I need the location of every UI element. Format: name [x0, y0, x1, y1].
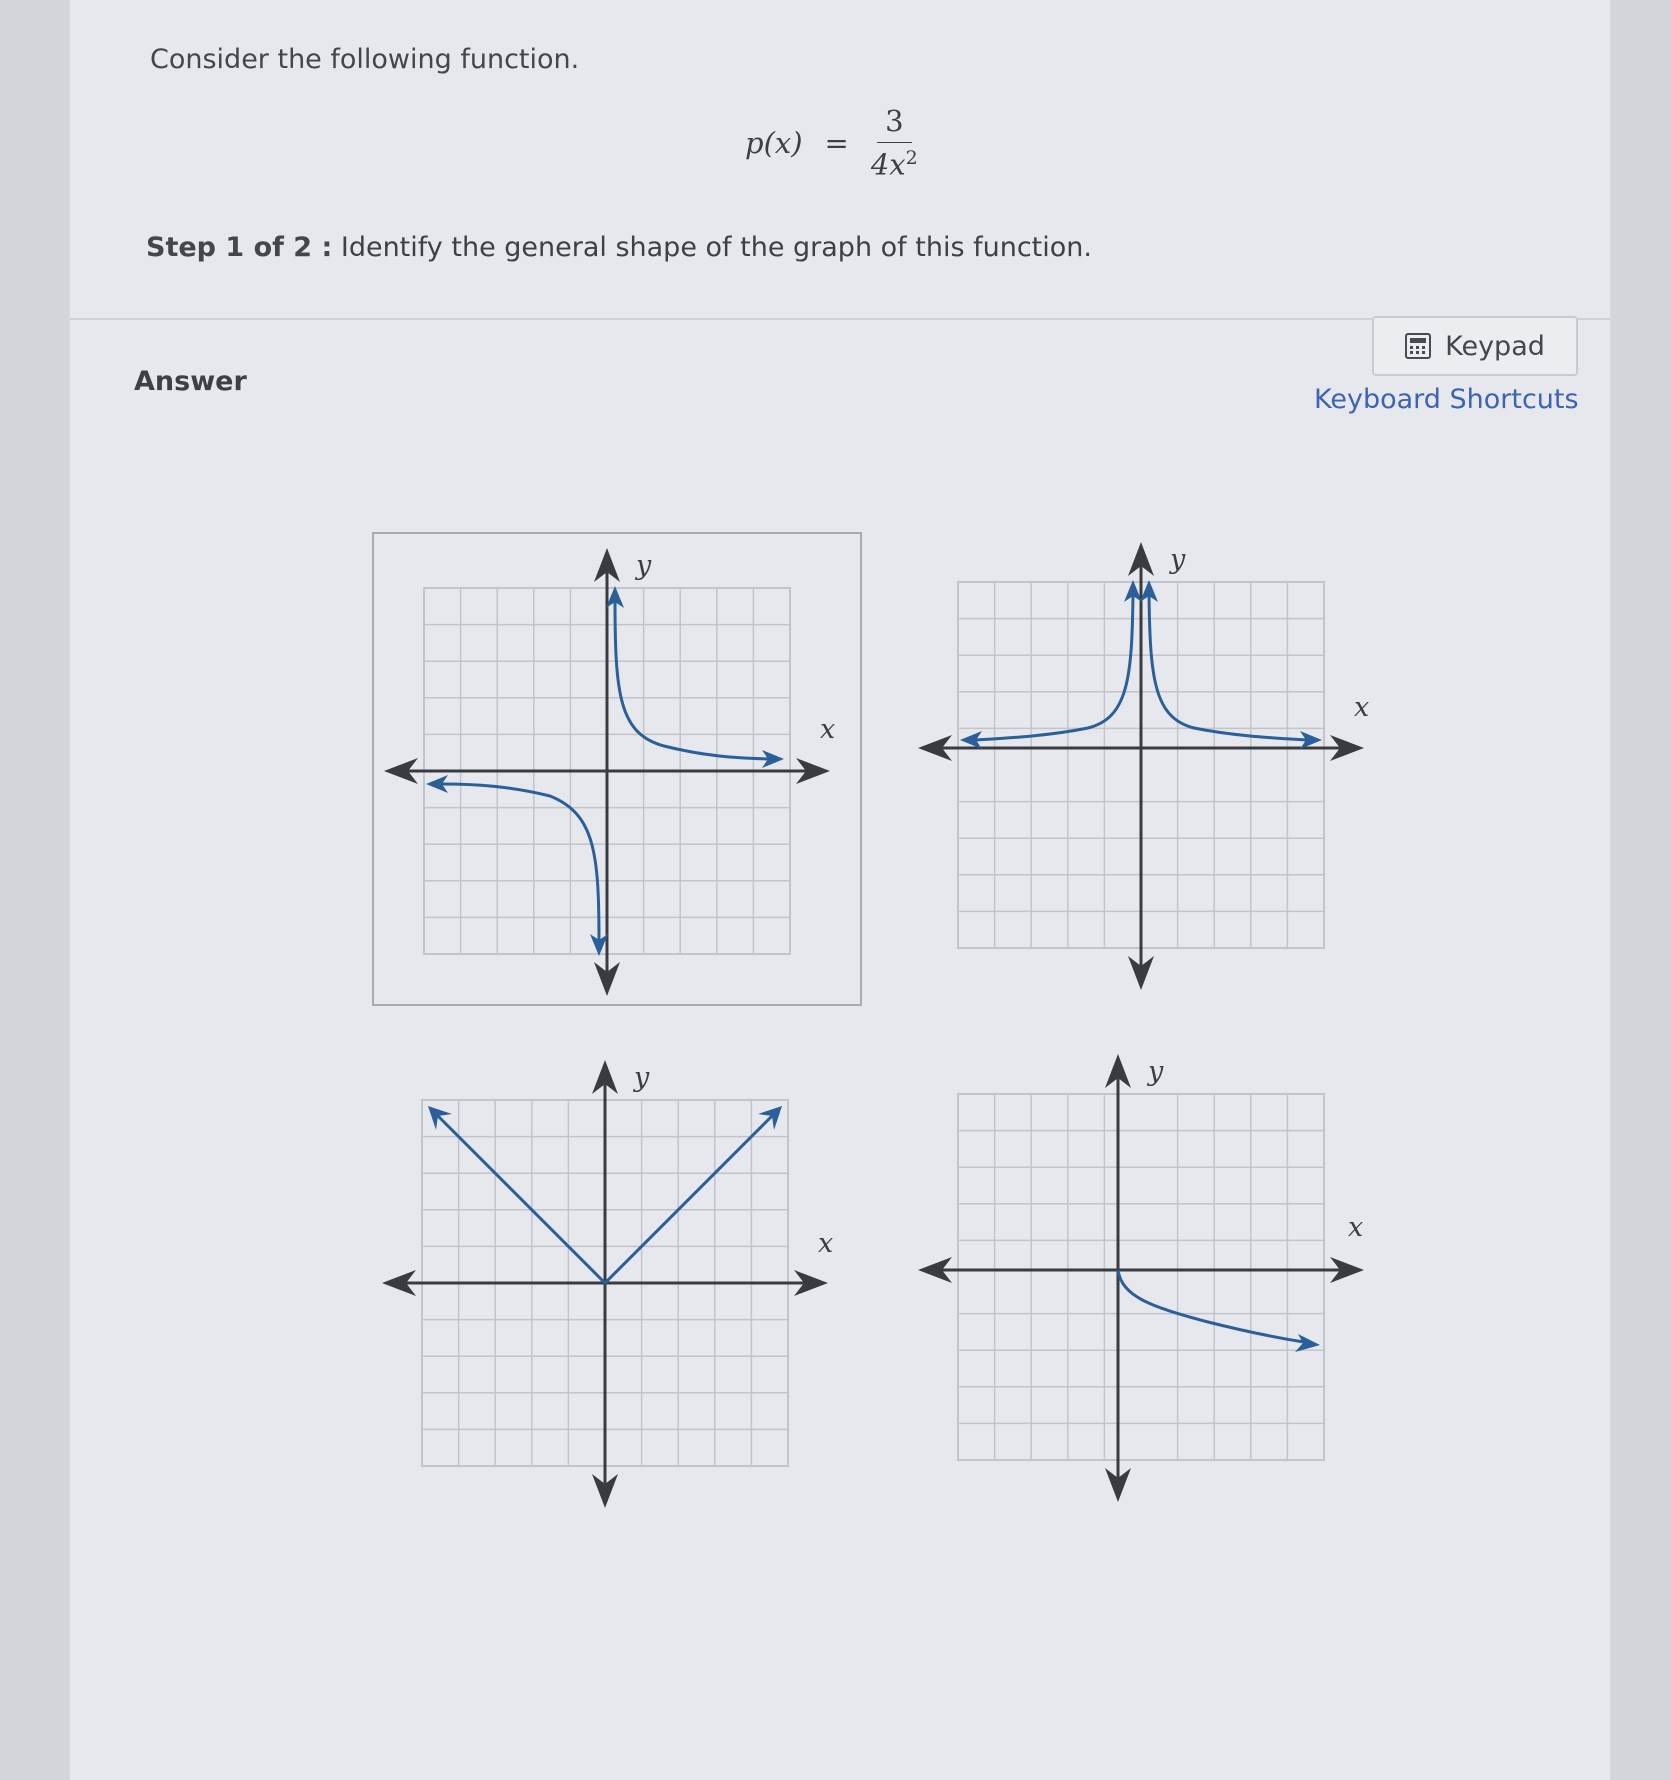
graph-option-4-plot [908, 1040, 1394, 1510]
curve-arrowheads [1295, 1334, 1320, 1352]
formula-denominator [871, 143, 918, 182]
y-axis-label: y [636, 550, 652, 581]
graph-axes [384, 548, 830, 996]
keyboard-shortcuts-link[interactable]: Keyboard Shortcuts [1314, 384, 1579, 415]
graph-option-3[interactable] [372, 1046, 862, 1520]
formula-lhs: p(x) [745, 125, 803, 160]
x-axis-label: x [820, 714, 836, 745]
step-instruction [146, 232, 1092, 263]
answer-label: Answer [134, 366, 247, 397]
graph-axes [918, 542, 1364, 990]
question-intro: Consider the following function. [150, 44, 580, 75]
formula-denominator-exponent: 2 [905, 147, 918, 169]
graph-option-3-plot [372, 1046, 858, 1516]
keypad-label: Keypad [1445, 330, 1545, 362]
graph-option-2-plot [908, 528, 1394, 998]
step-text: Identify the general shape of the graph of this function. [340, 232, 1092, 263]
graph-grid [958, 1094, 1324, 1460]
graph-curve [1118, 1270, 1304, 1342]
formula-denominator-base: 4x [870, 147, 906, 182]
graph-option-4[interactable] [908, 1040, 1398, 1514]
graph-option-1-plot [374, 534, 860, 1004]
formula-numerator: 3 [877, 104, 911, 143]
y-axis-label: y [634, 1062, 650, 1093]
y-axis-label: y [1170, 544, 1186, 575]
y-axis-label: y [1148, 1056, 1164, 1087]
graph-option-1[interactable] [372, 532, 862, 1006]
keypad-button[interactable] [1372, 316, 1578, 376]
function-formula [745, 104, 918, 182]
x-axis-label: x [1348, 1212, 1364, 1243]
graph-axes [918, 1054, 1364, 1502]
formula-equals: = [824, 125, 849, 160]
x-axis-label: x [818, 1228, 834, 1259]
question-page [70, 0, 1610, 1780]
step-label: Step 1 of 2 : [146, 232, 333, 263]
formula-fraction [871, 104, 918, 182]
x-axis-label: x [1354, 692, 1370, 723]
graph-option-2[interactable] [908, 528, 1398, 1002]
calculator-icon [1405, 333, 1431, 359]
question-panel [70, 0, 1610, 320]
